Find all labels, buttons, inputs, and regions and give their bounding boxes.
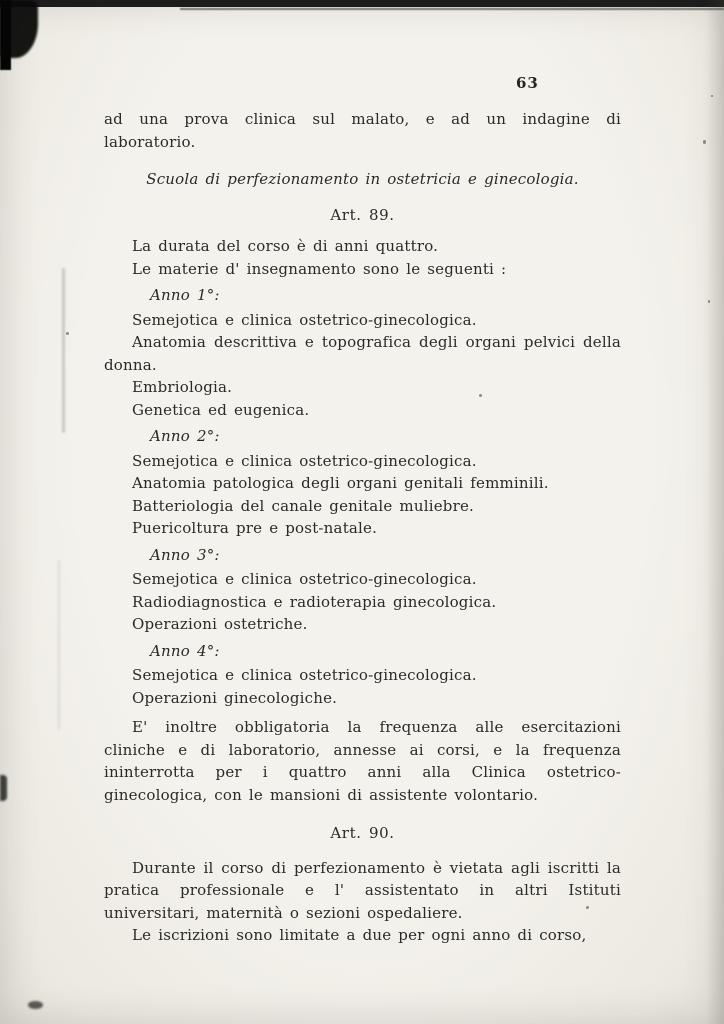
intro-paragraph: ad una prova clinica sul malato, e ad un indagine di laboratorio. <box>104 110 621 151</box>
year-3-item: Operazioni ostetriche. <box>132 615 308 633</box>
year-2-item: Anatomia patologica degli organi genitali femminili. <box>132 474 549 492</box>
year-3-label: Anno 3°: <box>150 545 220 564</box>
year-4-item: Semejotica e clinica ostetrico-ginecologica. <box>132 666 477 684</box>
year-2-label: Anno 2°: <box>150 427 220 445</box>
art90-paragraph-2: Le iscrizioni sono limitate a due per ogni anno di corso, <box>132 926 587 944</box>
page-body <box>104 108 621 947</box>
scan-artifact-left-streak-2 <box>58 560 60 730</box>
art89-closing-paragraph: E' inoltre obbligatoria la frequenza alle esercitazioni cliniche e di laboratorio, annesse ai corsi, e la frequenza ininterrotta per i quattro anni alla Clinica ostetrico-ginecologica, con le mansioni di assistente volontario. <box>104 718 621 804</box>
scan-artifact-right-shade <box>706 0 724 1024</box>
scan-artifact-left-low <box>0 775 7 801</box>
year-3-item: Radiodiagnostica e radioterapia ginecologica. <box>132 592 497 611</box>
art89-lead-1: La durata del corso è di anni quattro. <box>132 237 439 255</box>
scan-speck <box>708 300 710 303</box>
year-3-item: Semejotica e clinica ostetrico-ginecologica. <box>132 570 477 588</box>
article-89-heading: Art. 89. <box>330 205 395 224</box>
scan-speck <box>66 332 69 335</box>
year-4-item: Operazioni ginecologiche. <box>132 688 338 707</box>
scan-artifact-top-strip-2 <box>180 8 724 10</box>
article-90-heading: Art. 90. <box>330 824 395 842</box>
scan-artifact-bottom-mark <box>28 1001 43 1009</box>
art89-lead-2: Le materie d' insegnamento sono le seguenti : <box>132 259 507 278</box>
scan-speck <box>703 140 706 144</box>
scan-artifact-top-strip <box>0 0 724 7</box>
page-number: 63 <box>516 74 539 92</box>
year-4-label: Anno 4°: <box>150 641 220 660</box>
section-title: Scuola di perfezionamento in ostetricia e ginecologia. <box>146 170 579 188</box>
year-2-item: Semejotica e clinica ostetrico-ginecologica. <box>132 451 477 470</box>
scan-speck <box>711 95 713 97</box>
year-1-item: Genetica ed eugenica. <box>132 400 310 419</box>
year-2-item: Batteriologia del canale genitale muliebre. <box>132 496 474 515</box>
scan-artifact-left-streak <box>62 268 65 433</box>
year-1-item: Semejotica e clinica ostetrico-ginecologica. <box>132 310 477 329</box>
year-1-label: Anno 1°: <box>150 286 220 304</box>
year-1-item: Anatomia descrittiva e topografica degli organi pelvici della donna. <box>104 333 621 374</box>
art90-paragraph-1: Durante il corso di perfezionamento è vietata agli iscritti la pratica professionale e l' assistentato in altri Istituti universitari, maternità o sezioni ospedaliere. <box>104 858 621 922</box>
year-2-item: Puericoltura pre e post-natale. <box>132 519 378 537</box>
year-1-item: Embriologia. <box>132 378 233 396</box>
scan-artifact-left-bar <box>0 0 11 70</box>
